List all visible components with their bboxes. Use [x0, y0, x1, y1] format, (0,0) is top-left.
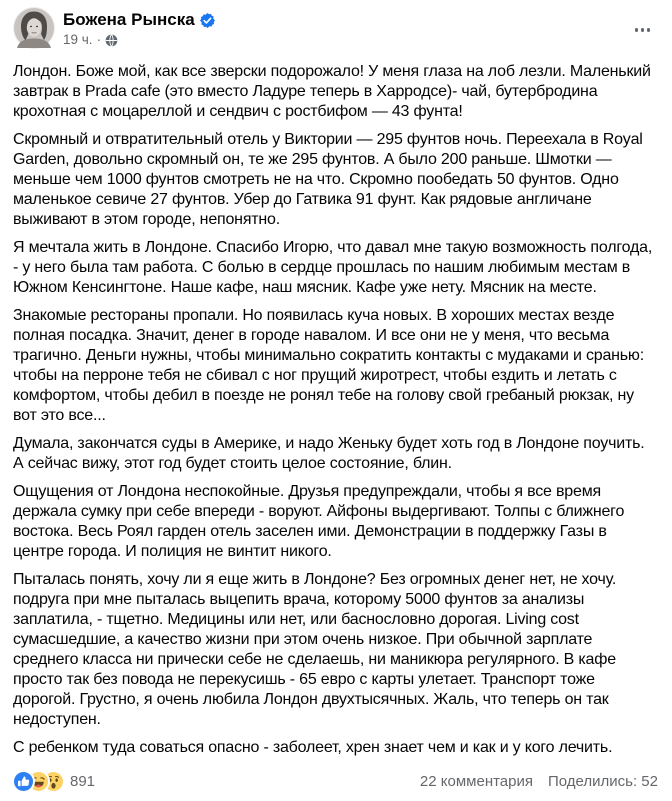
shares-count[interactable]: Поделились: 52 — [548, 773, 658, 790]
post-paragraph: Скромный и отвратительный отель у Виктории — 295 фунтов ночь. Переехала в Royal Garden, довольно скромный он, те же 295 фунтов. А было 200 раньше. Шмотки — меньше чем 1000 фунтов смотреть не на что. Скромно пообедать 50 фунтов. Одно маленькое севиче 27 фунтов. Убер до Гатвика 91 фунт. Как рядовые англичане выживают в этом городе, непонятно. — [13, 131, 643, 228]
post-paragraph: Я мечтала жить в Лондоне. Спасибо Игорю, что давал мне такую возможность полгода, - у него была там работа. С болью в сердце прошлась по нашим любимым местам в Южном Кенсингтоне. Наше кафе, наш мясник. Кафе уже нету. Мясник на месте. — [13, 239, 653, 296]
privacy-globe-icon — [105, 34, 118, 47]
avatar[interactable] — [14, 8, 54, 48]
post-text — [0, 48, 672, 766]
post-engagement-bar — [0, 766, 672, 801]
avatar-portrait-image — [14, 8, 54, 48]
author-name[interactable]: Божена Рынска — [63, 10, 195, 29]
post-paragraph: Ощущения от Лондона неспокойные. Друзья предупреждали, чтобы я все время держала сумку при себе впереди - воруют. Айфоны выдергивают. Толпы с ближнего востока. Весь Роял гарден отель заселен ими. Демонстрации в поддержку Газы в центре города. И полиция не винтит никого. — [13, 483, 625, 560]
ellipsis-dot — [635, 28, 639, 32]
post-paragraph: Думала, закончатся суды в Америке, и надо Женьку будет хоть год в Лондоне поучить. А сейчас вижу, этот год будет стоить целое состояние, блин. — [13, 435, 645, 472]
post-header — [0, 0, 672, 48]
post-paragraph: Пыталась понять, хочу ли я еще жить в Лондоне? Без огромных денег нет, не хочу. подруга при мне пыталась выцепить врача, которому 5000 фунтов за анализы заплатила, - тщетно. Медицины или нет, или баснословно дорогая. Living cost сумасшедшие, а качество жизни при этом очень низкое. При обычной зарплате среднего класса ни прически себе не сделаешь, ни маникюра регулярного. В кафе просто так без повода не перекусишь - 65 евро с карты улетает. Транспорт тоже дорогой. Грустно, я очень любила Лондон двухтысячных. Жаль, что теперь он так недоступен. — [13, 571, 617, 728]
ellipsis-dot — [647, 28, 651, 32]
more-options-button[interactable] — [631, 24, 655, 36]
reactions-count[interactable]: 891 — [70, 773, 96, 790]
timestamp[interactable]: 19 ч. — [63, 32, 93, 47]
comments-count[interactable]: 22 комментария — [419, 773, 533, 790]
comments-shares — [420, 773, 658, 790]
post-paragraph: Знакомые рестораны пропали. Но появилась куча новых. В хороших местах везде полная посадка. Значит, денег в городе навалом. И все они не у меня, что весьма трагично. Деньги нужны, чтобы минимально сократить контакты с мудаками и сранью: чтобы на перроне тебя не сбивал с ног прущий жиротрест, чтобы ездить и летать с комфортом, чтобы дебил в поезде не ронял тебе на голову свой гребаный рюкзак, ну вот это все... — [13, 307, 644, 424]
post-paragraph: С ребенком туда соваться опасно - заболеет, хрен знает чем и как и у кого лечить. — [13, 739, 613, 756]
post-paragraph: Лондон. Боже мой, как все зверски подорожало! У меня глаза на лоб лезли. Маленький завтрак в Prada cafe (это вместо Ладуре теперь в Харродсе)- чай, бутербродина крохотная с моцареллой и сендвич с ростбифом — 43 фунта! — [13, 63, 651, 120]
ellipsis-dot — [641, 28, 645, 32]
post-subtitle — [63, 32, 656, 47]
dot-separator: · — [96, 32, 102, 47]
post-meta — [63, 8, 656, 47]
reactions-bar[interactable] — [14, 772, 95, 791]
like-reaction-icon — [14, 772, 33, 791]
verified-badge-icon — [200, 13, 215, 28]
